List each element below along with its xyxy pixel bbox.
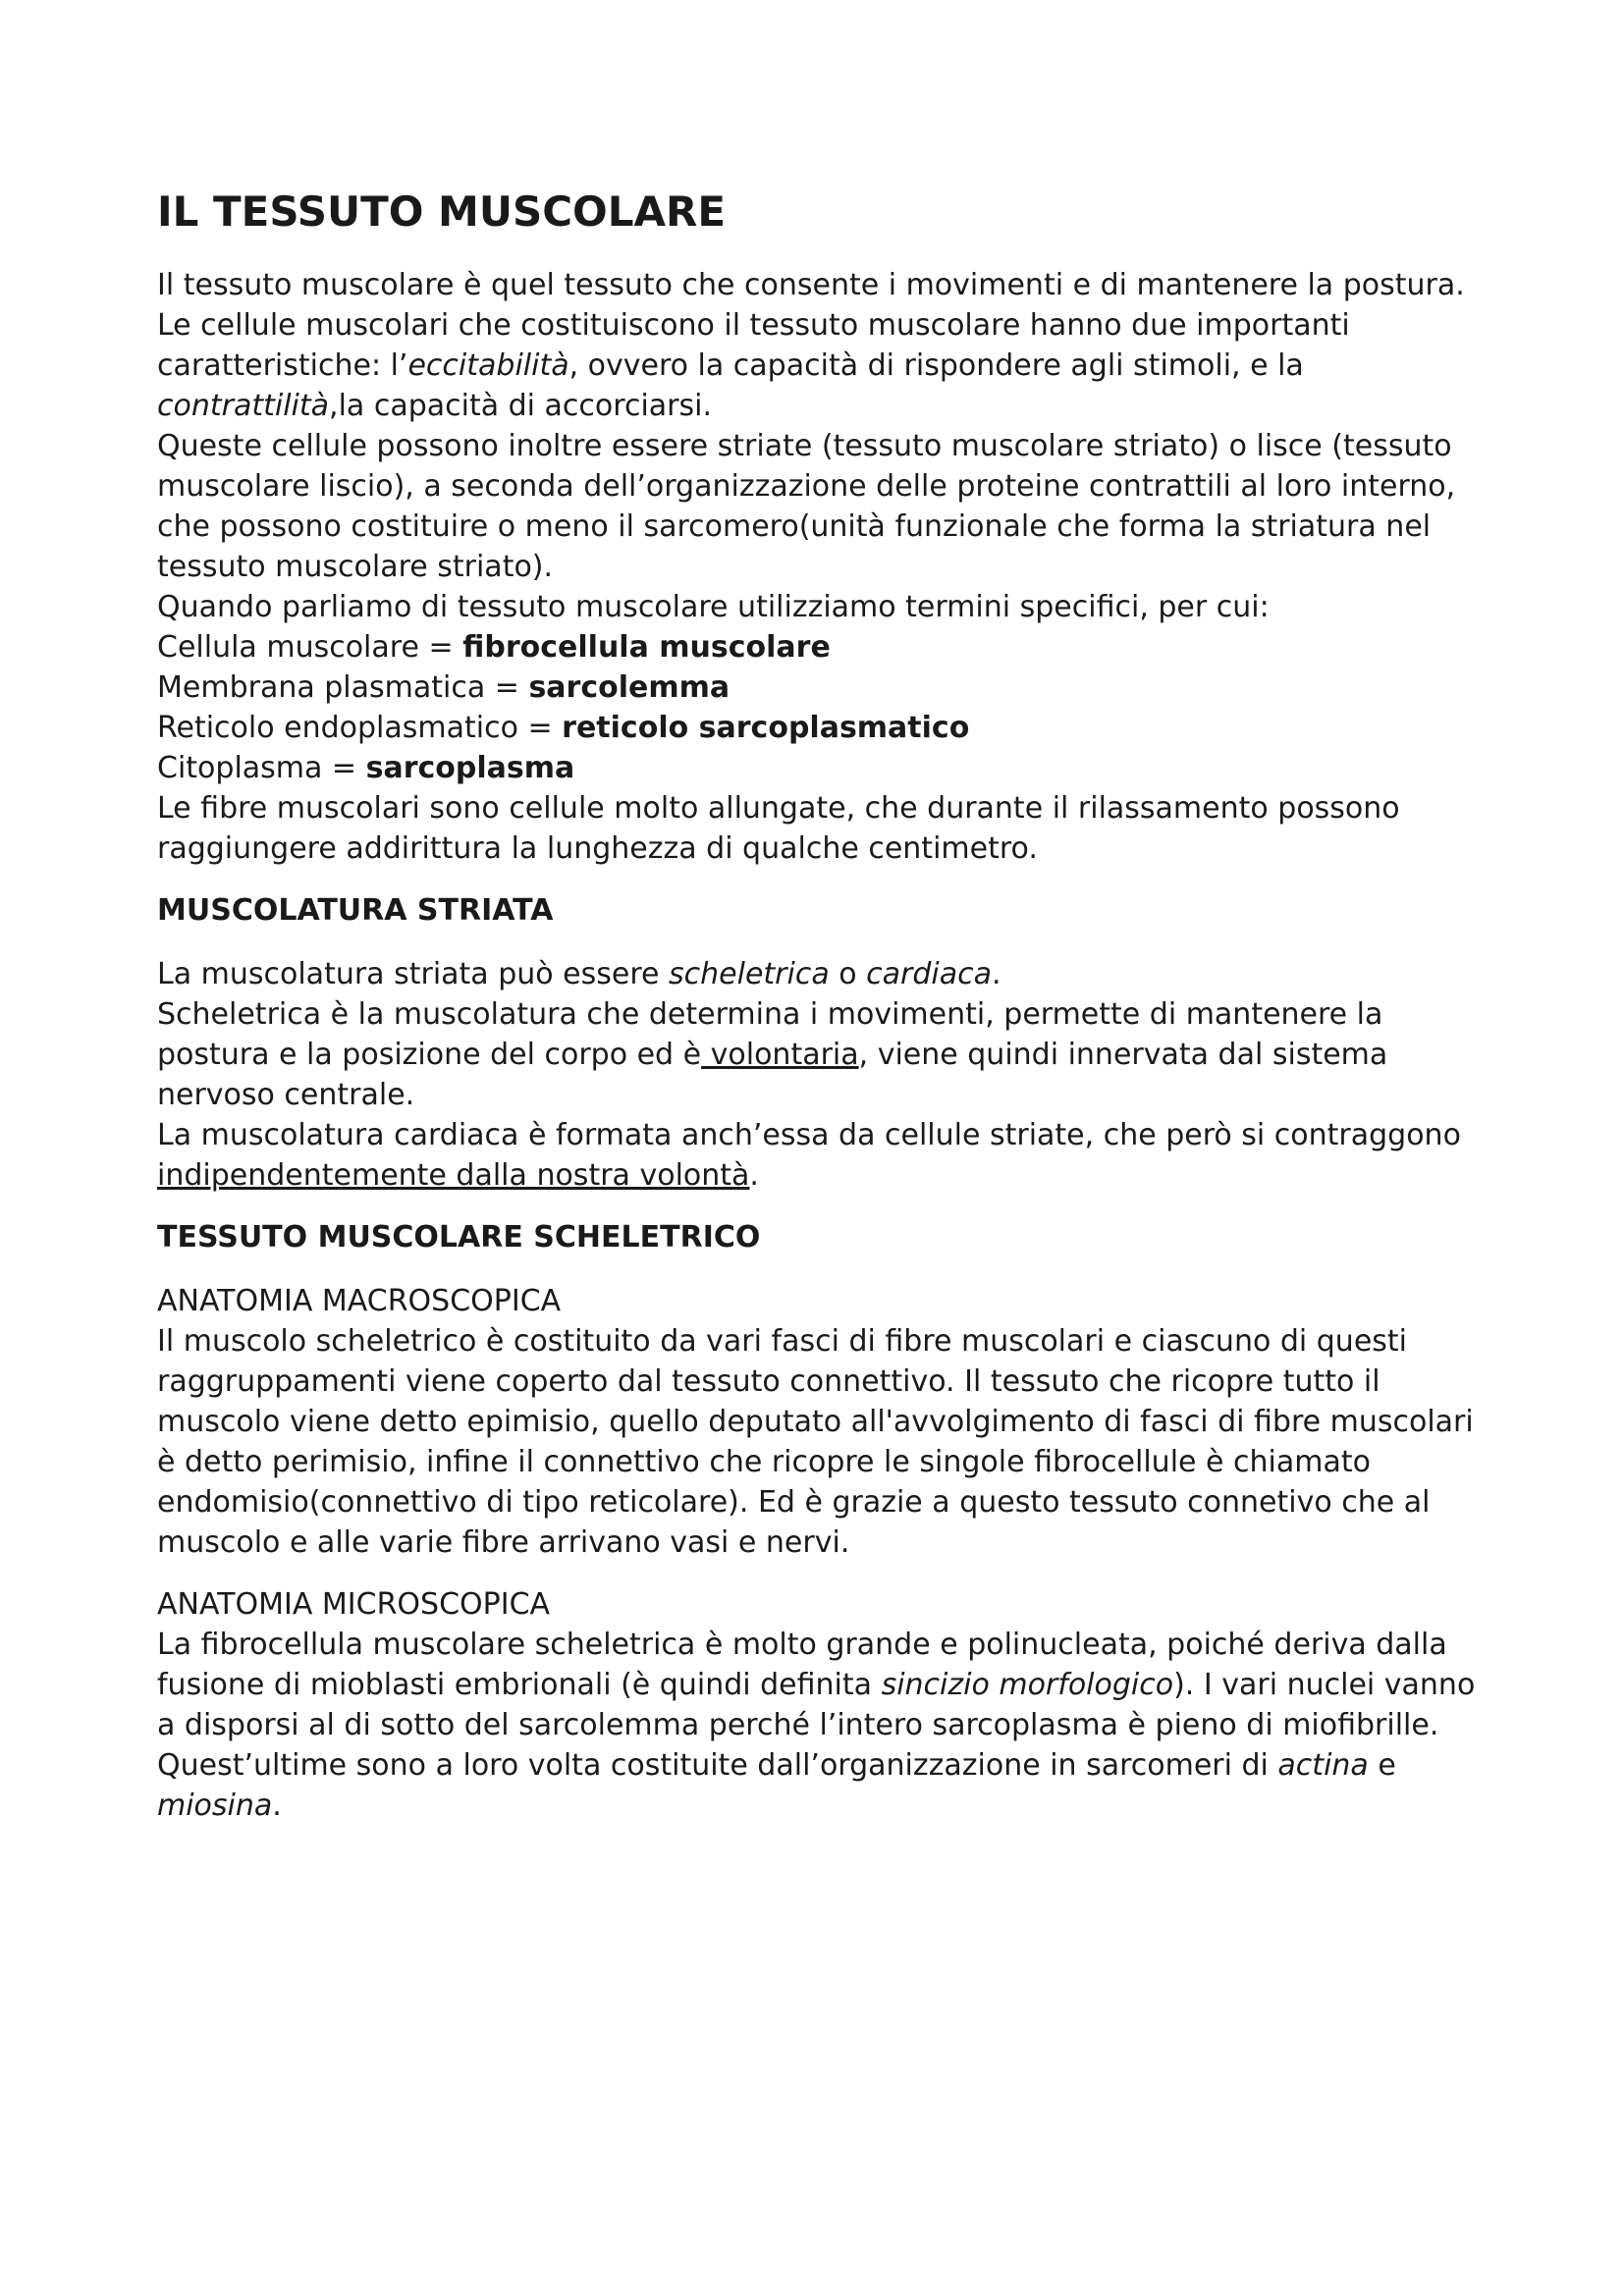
striata-paragraph-3 <box>157 1115 1492 1196</box>
text-span: ). I vari nuclei vanno a disporsi al di sotto del sarcolemma perché l’intero sarcoplasma è pieno di miofibrille. Quest’ultime sono a loro volta costituite dall’organizzazione in sarcomeri di <box>157 1668 1476 1783</box>
underlined-indipendente: indipendentemente dalla nostra volontà <box>157 1158 750 1193</box>
document-page <box>157 187 1492 1847</box>
term-label: Reticolo endoplasmatico = <box>157 711 563 745</box>
microscopica-section <box>157 1584 1492 1826</box>
term-value: fibrocellula muscolare <box>462 630 831 665</box>
intro-paragraph-5: Le fibre muscolari sono cellule molto allungate, che durante il rilassamento possono raggiungere addirittura la lunghezza di qualche centimetro. <box>157 791 1400 866</box>
microscopica-paragraph <box>157 1625 1492 1826</box>
striata-paragraph-2 <box>157 994 1492 1115</box>
macroscopica-section <box>157 1281 1492 1563</box>
text-span: ,la capacità di accorciarsi. <box>329 389 713 423</box>
striata-paragraph-1 <box>157 954 1492 994</box>
text-span: . <box>992 957 1001 991</box>
intro-section <box>157 265 1492 869</box>
term-line-membrana <box>157 667 1492 708</box>
text-span: e <box>1368 1748 1396 1783</box>
term-cardiaca: cardiaca <box>866 957 993 991</box>
term-sincizio: sincizio morfologico <box>881 1668 1174 1702</box>
term-line-cellula <box>157 627 1492 667</box>
underlined-volontaria: volontaria <box>701 1038 859 1072</box>
text-span: Scheletrica è la muscolatura che determina i movimenti, permette di mantenere la postura e la posizione del corpo ed è <box>157 997 1383 1072</box>
intro-paragraph-3: Queste cellule possono inoltre essere striate (tessuto muscolare striato) o lisce (tessuto muscolare liscio), a seconda dell’organizzazione delle proteine contrattili al loro interno, che possono costituire o meno il sarcomero(unità funzionale che forma la striatura nel tessuto muscolare striato). <box>157 429 1456 584</box>
term-actina: actina <box>1277 1748 1369 1783</box>
subheading-anatomia-microscopica: ANATOMIA MICROSCOPICA <box>157 1587 551 1622</box>
term-eccitabilita: eccitabilità <box>407 348 569 383</box>
term-value: reticolo sarcoplasmatico <box>562 711 970 745</box>
term-miosina: miosina <box>157 1789 273 1823</box>
term-value: sarcoplasma <box>365 751 575 785</box>
page-title: IL TESSUTO MUSCOLARE <box>157 187 727 236</box>
term-line-reticolo <box>157 708 1492 748</box>
term-label: Citoplasma = <box>157 751 366 785</box>
heading-tessuto-scheletrico: TESSUTO MUSCOLARE SCHELETRICO <box>157 1220 761 1255</box>
subheading-anatomia-macroscopica: ANATOMIA MACROSCOPICA <box>157 1284 562 1318</box>
term-contrattilita: contrattilità <box>157 389 330 423</box>
term-label: Cellula muscolare = <box>157 630 463 665</box>
term-line-citoplasma <box>157 748 1492 788</box>
striata-section <box>157 954 1492 1196</box>
intro-paragraph-2 <box>157 305 1492 426</box>
term-label: Membrana plasmatica = <box>157 670 529 705</box>
text-span: La muscolatura striata può essere <box>157 957 670 991</box>
text-span: . <box>749 1158 759 1193</box>
text-span: o <box>829 957 867 991</box>
macroscopica-paragraph: Il muscolo scheletrico è costituito da vari fasci di fibre muscolari e ciascuno di questi raggruppamenti viene coperto dal tessuto connettivo. Il tessuto che ricopre tutto il muscolo viene detto epimisio, quello deputato all'avvolgimento di fasci di fibre muscolari è detto perimisio, infine il connettivo che ricopre le singole fibrocellule è chiamato endomisio(connettivo di tipo reticolare). Ed è grazie a questo tessuto connetivo che al muscolo e alle varie fibre arrivano vasi e nervi. <box>157 1324 1474 1560</box>
text-span: Le cellule muscolari che costituiscono il tessuto muscolare hanno due importanti caratteristiche: l’ <box>157 308 1350 383</box>
heading-muscolatura-striata: MUSCOLATURA STRIATA <box>157 893 554 928</box>
text-span: La fibrocellula muscolare scheletrica è molto grande e polinucleata, poiché deriva dalla fusione di mioblasti embrionali (è quindi definita <box>157 1628 1447 1702</box>
term-scheletrica: scheletrica <box>669 957 830 991</box>
text-span: , viene quindi innervata dal sistema nervoso centrale. <box>157 1038 1388 1112</box>
text-span: . <box>272 1789 282 1823</box>
term-value: sarcolemma <box>528 670 730 705</box>
intro-paragraph-4: Quando parliamo di tessuto muscolare utilizziamo termini specifici, per cui: <box>157 590 1270 624</box>
text-span: , ovvero la capacità di rispondere agli stimoli, e la <box>568 348 1304 383</box>
intro-paragraph-1: Il tessuto muscolare è quel tessuto che consente i movimenti e di mantenere la postura. <box>157 268 1465 302</box>
text-span: La muscolatura cardiaca è formata anch’essa da cellule striate, che però si contraggono <box>157 1118 1461 1152</box>
